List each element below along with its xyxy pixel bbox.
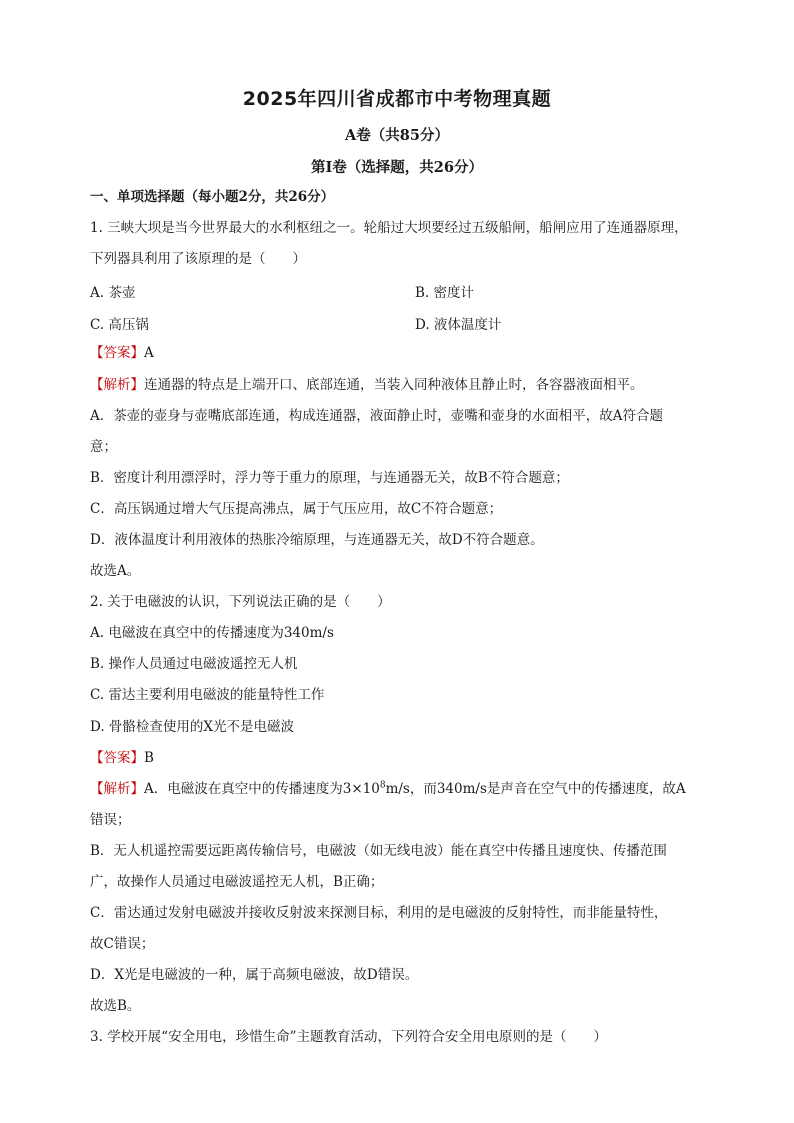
q1-option-c: C. 高压锅 — [90, 317, 149, 333]
q3-stem: 3. 学校开展“安全用电，珍惜生命”主题教育活动，下列符合安全用电原则的是（ ） — [90, 1029, 607, 1045]
part-heading: 第I卷（选择题，共26分） — [311, 159, 483, 176]
answer-tag: 【答案】 — [90, 750, 144, 766]
q1-option-a: A. 茶壶 — [90, 285, 136, 301]
q2-analysis-d: D．X光是电磁波的一种，属于高频电磁波，故D错误。 — [90, 967, 419, 983]
q1-answer — [90, 344, 154, 362]
q2-analysis-a-line2: 错误； — [90, 812, 131, 828]
q2-answer-value: B — [144, 750, 154, 766]
analysis-tag: 【解析】 — [90, 377, 144, 393]
q1-stem-line1: 1. 三峡大坝是当今世界最大的水利枢纽之一。轮船过大坝要经过五级船闸，船闸应用了连通器原理， — [90, 220, 688, 236]
q2-analysis-b-line1: B．无人机遥控需要远距离传输信号，电磁波（如无线电波）能在真空中传播且速度快、传播范围 — [90, 843, 667, 859]
section-heading: 一、单项选择题（每小题2分，共26分） — [90, 189, 335, 205]
q2-option-c: C. 雷达主要利用电磁波的能量特性工作 — [90, 687, 325, 703]
q1-option-b: B. 密度计 — [415, 285, 475, 301]
q2-stem: 2. 关于电磁波的认识，下列说法正确的是（ ） — [90, 594, 391, 610]
volume-heading: A卷（共85分） — [345, 127, 449, 144]
q2-option-d: D. 骨骼检查使用的X光不是电磁波 — [90, 719, 295, 735]
page-title: 2025年四川省成都市中考物理真题 — [242, 88, 552, 110]
q1-conclusion: 故选A。 — [90, 563, 141, 579]
answer-tag: 【答案】 — [90, 345, 144, 361]
q1-answer-value: A — [144, 345, 154, 361]
q2-analysis-c-line1: C．雷达通过发射电磁波并接收反射波来探测目标，利用的是电磁波的反射特性，而非能量特性， — [90, 905, 668, 921]
q2-option-a: A. 电磁波在真空中的传播速度为340m/s — [90, 625, 334, 641]
q1-analysis-b: B．密度计利用漂浮时，浮力等于重力的原理，与连通器无关，故B不符合题意； — [90, 470, 569, 486]
q1-stem-line2: 下列器具利用了该原理的是（ ） — [90, 251, 306, 267]
q2-analysis-a-line1: 【解析】A．电磁波在真空中的传播速度为$3\times 10^8m/s$，而340m/s是声音在空气中的传播速度，故A — [90, 780, 686, 797]
q2-conclusion: 故选B。 — [90, 998, 141, 1014]
analysis-tag: 【解析】 — [90, 781, 144, 797]
q2-option-b: B. 操作人员通过电磁波遥控无人机 — [90, 656, 298, 672]
q1-analysis-a-line2: 意； — [90, 439, 117, 455]
q1-analysis-c: C．高压锅通过增大气压提高沸点，属于气压应用，故C不符合题意； — [90, 501, 503, 517]
q1-analysis-a-line1: A．茶壶的壶身与壶嘴底部连通，构成连通器，液面静止时，壶嘴和壶身的水面相平，故A符合题 — [90, 408, 663, 424]
q1-analysis-intro: 【解析】连通器的特点是上端开口、底部连通，当装入同种液体且静止时，各容器液面相平。 — [90, 377, 644, 393]
q1-analysis-d: D．液体温度计利用液体的热胀冷缩原理，与连通器无关，故D不符合题意。 — [90, 532, 544, 548]
q2-answer — [90, 749, 154, 767]
q2-analysis-c-line2: 故C错误； — [90, 936, 155, 952]
q1-option-d: D. 液体温度计 — [415, 317, 502, 333]
q2-analysis-b-line2: 广，故操作人员通过电磁波遥控无人机，B正确； — [90, 874, 384, 890]
